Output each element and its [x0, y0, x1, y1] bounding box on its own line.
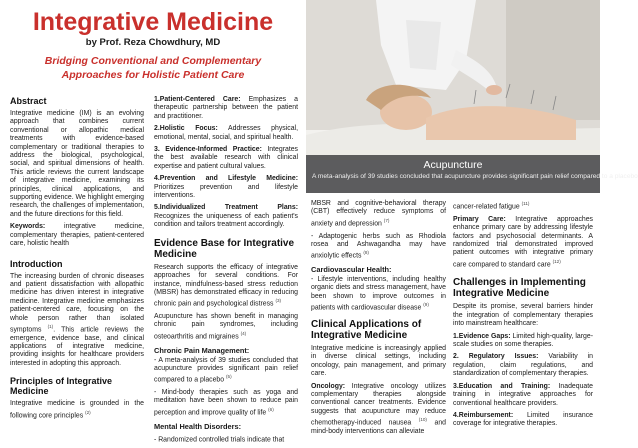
mental-health-item [154, 433, 298, 445]
author-byline: by Prof. Reza Chowdhury, MD [85, 37, 221, 48]
principle-item-text: Recognizes the uniqueness of each patient's condition and tailors treatment accordingly. [154, 212, 298, 229]
evidence-p2-text: Acupuncture has shown benefit in managing chronic pain syndromes, including osteoarthritis and migraines [154, 313, 298, 341]
column-1 [10, 96, 144, 424]
challenge-item-label: 4.Reimbursement: [453, 411, 514, 419]
article-title: Integrative Medicine [32, 8, 274, 36]
principles-intro [10, 400, 144, 420]
intro-text-2: . This article reviews the emergence, evidence base, and clinical applications of integrative medicine, providing insights for healthcare providers interested in adopting this approach. [10, 326, 144, 367]
photo-caption [306, 155, 638, 193]
chronic-pain-heading: Chronic Pain Management: [154, 345, 250, 355]
abstract-heading: Abstract [10, 96, 47, 106]
ref-marker: (4) [240, 330, 247, 336]
principle-item-label: 4.Prevention and Lifestyle Medicine: [154, 175, 298, 183]
challenges-heading: Challenges in Implementing Integrative Medicine [453, 277, 586, 300]
column-4 [453, 200, 593, 433]
cardiovascular-item-text: - Lifestyle interventions, including healthy organic diets and stress management, have been shown to improve outcomes in patients with cardiovascular disease [311, 276, 446, 312]
oncology-text-2: and mind-body interventions can alleviate [311, 419, 446, 435]
mental-health-item [311, 233, 446, 262]
primary-care-text: Integrative approaches enhance primary care by addressing lifestyle factors and psychosocial determinants. A randomized trial demonstrated improved patient outcomes with integrative primary care compared to standard care [453, 215, 593, 269]
principle-item [154, 96, 298, 121]
primary-care-label: Primary Care: [453, 215, 506, 223]
challenge-item [453, 353, 593, 378]
mental-health-item-text: - Randomized controlled trials indicate that [154, 435, 285, 443]
evidence-p1-text: Research supports the efficacy of integrative approaches for several conditions. For instance, mindfulness-based stress reduction (MBSR) has demonstrated efficacy in reducing chronic pain and psychological distress [154, 263, 298, 308]
chronic-pain-list [154, 357, 298, 418]
chronic-pain-item [154, 389, 298, 418]
challenges-list [453, 333, 593, 429]
principle-item-label: 3. Evidence-Informed Practice: [154, 146, 262, 154]
ref-marker: (2) [85, 409, 91, 415]
article-subtitle [0, 54, 306, 82]
cardiovascular-item [311, 276, 446, 313]
principles-list [154, 96, 298, 230]
challenge-item [453, 333, 593, 350]
oncology-continued [453, 200, 593, 212]
evidence-p1 [154, 264, 298, 309]
clinical-intro: Integrative medicine is increasingly applied in diverse clinical settings, including oncology, pain management, and primary care. [311, 344, 446, 378]
challenge-item-label: 1.Evidence Gaps: [453, 332, 511, 340]
introduction-body [10, 273, 144, 369]
mental-health-list-cont [311, 200, 446, 261]
subtitle-line-2: Approaches for Holistic Patient Care [61, 69, 245, 81]
column-3 [311, 200, 446, 440]
principle-item-text: Integrates the best available research with clinical expertise and patient cultural values. [154, 146, 299, 170]
principles-heading: Principles of Integrative Medicine [10, 376, 113, 397]
column-2 [154, 96, 298, 448]
caption-text: A meta-analysis of 39 studies concluded that acupuncture provides significant pain relief compared to a placebo [312, 173, 638, 180]
principle-item-text: Addresses physical, emotional, mental, social, and spiritual health. [154, 125, 298, 141]
evidence-heading: Evidence Base for Integrative Medicine [154, 237, 295, 260]
ref-marker: (9) [423, 302, 429, 308]
principle-item [154, 204, 298, 229]
mental-health-item [311, 200, 446, 229]
chronic-pain-item [154, 357, 298, 386]
clinical-heading: Clinical Applications of Integrative Medicine [311, 318, 422, 341]
abstract-body: Integrative medicine (IM) is an evolving approach that combines current conventional or allopathic medical treatments with evidence-based complementary or traditional therapies to address the biological, psychological, social, and spiritual dimensions of health. This article reviews the current landscape of integrative medicine, examining its principles, clinical applications, and supporting evidence. We highlight emerging research, the challenges of implementation, and the future directions for this field. [10, 110, 144, 218]
oncology-continued-text: cancer-related fatigue [453, 203, 522, 211]
principle-item-text: Prioritizes prevention and lifestyle interventions. [154, 183, 298, 200]
principle-item [154, 146, 298, 171]
challenge-item-text: Limited high-quality, large-scale studies on some therapies. [453, 332, 593, 349]
oncology-text: Integrative oncology utilizes complementary therapies alongside conventional cancer treatments. Evidence suggests that acupuncture may reduce chemotherapy-induced nausea [311, 382, 446, 427]
ref-marker: (10) [418, 417, 427, 423]
challenges-intro: Despite its promise, several barriers hinder the integration of complementary therapies into mainstream healthcare: [453, 303, 593, 328]
ref-marker: (5) [226, 374, 232, 380]
ref-marker: (8) [363, 250, 369, 256]
subtitle-line-1: Bridging Conventional and Complementary [44, 55, 262, 67]
mental-health-item-text: MBSR and cognitive-behavioral therapy (CBT) effectively reduce symptoms of anxiety and depression [311, 200, 446, 228]
principle-item-label: 5.Individualized Treatment Plans: [154, 204, 298, 212]
primary-care-paragraph [453, 216, 593, 270]
mental-health-item-text: - Adaptogenic herbs such as Rhodiola rosea and Ashwagandha may have anxiolytic effects [311, 232, 446, 260]
intro-text: The increasing burden of chronic diseases and patient dissatisfaction with allopathic medicine has driven interest in integrative medicine. Integrative medicine emphasizes patient-centered care, focusing on the whole person rather than isolated symptoms [10, 272, 144, 334]
introduction-heading: Introduction [10, 258, 63, 269]
chronic-pain-item-text: - Mind-body therapies such as yoga and meditation have been shown to reduce pain perception and improve quality of life [154, 389, 298, 417]
challenge-item [453, 412, 593, 429]
caption-title: Acupuncture [423, 159, 483, 171]
principle-item [154, 125, 298, 142]
principle-item-label: 1.Patient-Centered Care: [154, 96, 241, 103]
ref-marker: (11) [521, 201, 530, 206]
challenge-item [453, 383, 593, 408]
cardiovascular-heading: Cardiovascular Health: [311, 265, 392, 275]
keywords-text: integrative medicine, complementary therapies, patient-centered care, holistic health [10, 223, 145, 248]
keywords [10, 223, 144, 248]
challenge-item-text: Variability in regulation, claim regulations, and standardization of complementary therapies. [453, 353, 593, 378]
ref-marker: (7) [383, 217, 390, 223]
challenge-item-text: Limited insurance coverage for integrative therapies. [453, 411, 593, 428]
ref-marker: (1) [47, 323, 54, 329]
challenge-item-label: 2. Regulatory Issues: [453, 353, 539, 361]
mental-health-heading: Mental Health Disorders: [154, 421, 242, 431]
oncology-label: Oncology: [311, 382, 346, 390]
ref-marker: (3) [275, 298, 282, 304]
principles-intro-text: Integrative medicine is grounded in the following core principles [10, 400, 144, 419]
cardiovascular-list [311, 276, 446, 313]
mental-health-list-start [154, 433, 298, 445]
keywords-label: Keywords: [10, 223, 46, 231]
challenge-item-label: 3.Education and Training: [453, 382, 551, 390]
principle-item-label: 2.Holistic Focus: [154, 125, 218, 133]
challenge-item-text: Inadequate training in integrative approaches for conventional healthcare providers. [453, 382, 593, 407]
ref-marker: (6) [268, 406, 274, 412]
chronic-pain-item-text: - A meta-analysis of 39 studies concluded that acupuncture provides significant pain relief compared to a placebo [154, 356, 298, 384]
ref-marker: (12) [552, 258, 561, 264]
principle-item [154, 175, 298, 200]
evidence-p2 [154, 313, 298, 342]
oncology-paragraph [311, 383, 446, 437]
principle-item-text: Emphasizes a therapeutic partnership between the patient and practitioner. [154, 96, 298, 120]
